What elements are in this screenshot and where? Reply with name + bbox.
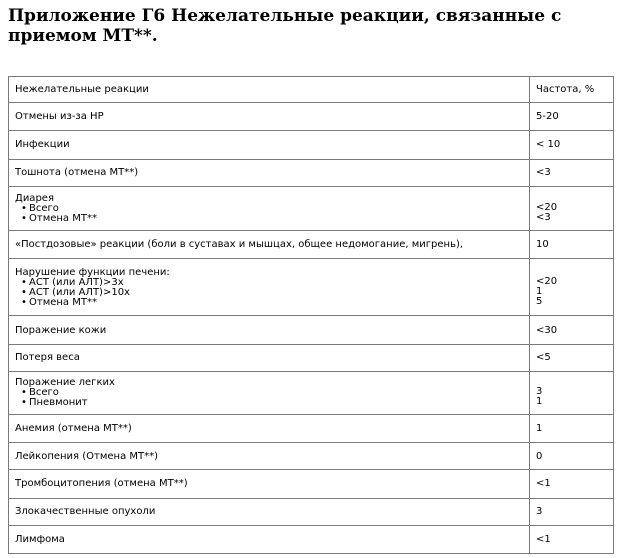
- frequency-cell: <30: [530, 316, 614, 344]
- frequency-cell: 1: [530, 415, 614, 443]
- frequency-value: <3: [536, 211, 551, 223]
- table-row: [9, 316, 614, 344]
- frequency-value: 3: [536, 386, 543, 398]
- frequency-value: <20: [536, 275, 558, 287]
- table-row: [9, 470, 614, 498]
- table-row: [9, 525, 614, 553]
- frequency-cell: 0: [530, 443, 614, 470]
- reaction-cell: Поражение кожи: [9, 316, 530, 344]
- reaction-cell: «Постдозовые» реакции (боли в суставах и мышцах, общее недомогание, мигрень),: [9, 230, 530, 258]
- frequency-cell: <3: [530, 159, 614, 186]
- reaction-cell: Инфекции: [9, 131, 530, 159]
- table-row: [9, 371, 614, 414]
- sub-list: [15, 388, 523, 408]
- frequency-cell: <1: [530, 525, 614, 553]
- frequency-cell: < 10: [530, 131, 614, 159]
- frequency-cell: [530, 371, 614, 414]
- frequency-cell: <1: [530, 470, 614, 498]
- reaction-cell: Лимфома: [9, 525, 530, 553]
- table-row: [9, 159, 614, 186]
- reaction-heading: Поражение легких: [15, 377, 115, 389]
- list-item: • АСТ (или АЛТ)>10х: [29, 288, 523, 298]
- adverse-reactions-table: [8, 76, 614, 554]
- reaction-cell: [9, 259, 530, 316]
- frequency-value: 1: [536, 396, 543, 408]
- reaction-cell: Анемия (отмена МТ**): [9, 415, 530, 443]
- reaction-cell: Тошнота (отмена МТ**): [9, 159, 530, 186]
- reaction-cell: Злокачественные опухоли: [9, 498, 530, 525]
- header-frequency: Частота, %: [530, 77, 614, 103]
- table-header-row: [9, 77, 614, 103]
- reaction-cell: Потеря веса: [9, 344, 530, 371]
- reaction-heading: Диарея: [15, 192, 54, 204]
- list-item: • Отмена МТ**: [29, 298, 523, 308]
- page-title: Приложение Г6 Нежелательные реакции, связанные с приемом МТ**.: [8, 6, 562, 46]
- table-row: [9, 186, 614, 230]
- list-item: • Всего: [29, 388, 523, 398]
- reaction-cell: [9, 371, 530, 414]
- table-row: [9, 259, 614, 316]
- list-item: • Отмена МТ**: [29, 214, 523, 224]
- frequency-cell: 3: [530, 498, 614, 525]
- frequency-value: 1: [536, 285, 543, 297]
- frequency-cell: [530, 259, 614, 316]
- list-item: • АСТ (или АЛТ)>3х: [29, 278, 523, 288]
- frequency-cell: 5-20: [530, 103, 614, 131]
- table-row: [9, 344, 614, 371]
- table-row: [9, 230, 614, 258]
- sub-list: [15, 278, 523, 308]
- table-row: [9, 443, 614, 470]
- sub-list: [15, 204, 523, 224]
- table-row: [9, 131, 614, 159]
- table-row: [9, 498, 614, 525]
- table-row: [9, 415, 614, 443]
- reaction-cell: Лейкопения (Отмена МТ**): [9, 443, 530, 470]
- frequency-value: 5: [536, 295, 543, 307]
- reaction-cell: [9, 186, 530, 230]
- frequency-cell: <5: [530, 344, 614, 371]
- table-row: [9, 103, 614, 131]
- reaction-heading: Нарушение функции печени:: [15, 266, 170, 278]
- frequency-cell: [530, 186, 614, 230]
- reaction-cell: Тромбоцитопения (отмена МТ**): [9, 470, 530, 498]
- frequency-value: <20: [536, 201, 558, 213]
- frequency-cell: 10: [530, 230, 614, 258]
- header-reaction: Нежелательные реакции: [9, 77, 530, 103]
- list-item: • Пневмонит: [29, 398, 523, 408]
- reaction-cell: Отмены из-за НР: [9, 103, 530, 131]
- list-item: • Всего: [29, 204, 523, 214]
